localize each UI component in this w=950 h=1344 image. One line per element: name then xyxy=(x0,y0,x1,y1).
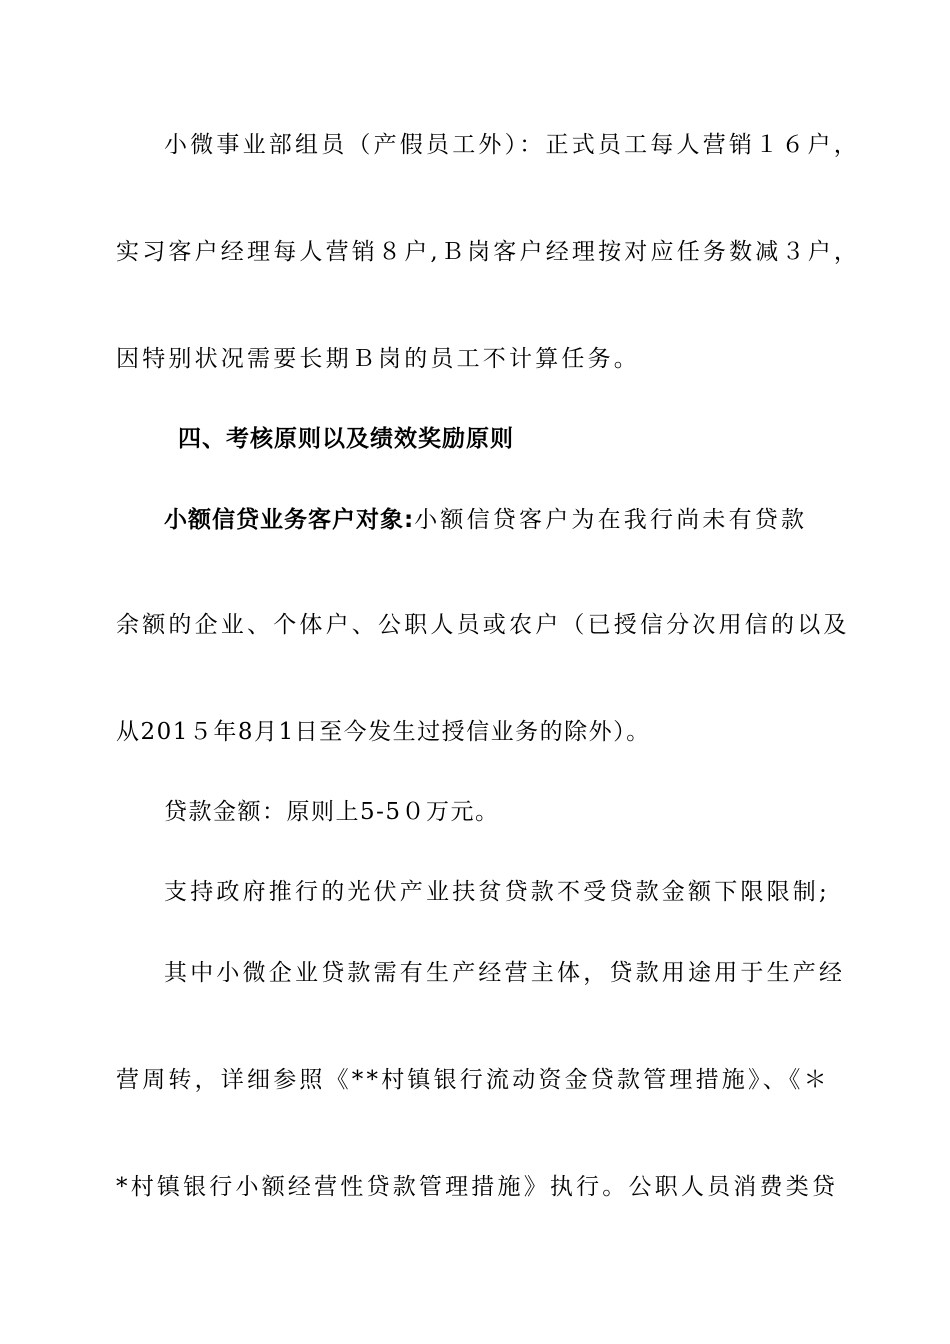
customers-label: 小额信贷业务客户对象: xyxy=(164,507,415,533)
section-heading: 四、考核原则以及绩效奖励原则 xyxy=(178,426,514,452)
micro-line-3: *村镇银行小额经营性贷款管理措施》执行。公职人员消费类贷 xyxy=(116,1174,839,1200)
quota-line-2: 实习客户经理每人营销８户,Ｂ岗客户经理按对应任务数减３户， xyxy=(116,239,861,265)
customers-line-1-text: 小额信贷客户为在我行尚未有贷款 xyxy=(414,507,808,533)
customers-line-2: 余额的企业、个体户、公职人员或农户（已授信分次用信的以及 xyxy=(116,612,850,638)
photovoltaic-line: 支持政府推行的光伏产业扶贫贷款不受贷款金额下限限制; xyxy=(164,879,830,905)
quota-line-3: 因特别状况需要长期Ｂ岗的员工不计算任务。 xyxy=(116,346,640,372)
quota-line-1: 小微事业部组员（产假员工外）：正式员工每人营销１６户， xyxy=(164,132,860,158)
loan-amount-line: 贷款金额：原则上5-5０万元。 xyxy=(164,799,500,825)
customers-line-3: 从201５年8月1日至今发生过授信业务的除外）。 xyxy=(116,719,651,745)
customers-line-1 xyxy=(164,505,894,535)
micro-line-2: 营周转，详细参照《**村镇银行流动资金贷款管理措施》、《＊ xyxy=(116,1067,830,1093)
micro-line-1: 其中小微企业贷款需有生产经营主体，贷款用途用于生产经 xyxy=(164,960,846,986)
